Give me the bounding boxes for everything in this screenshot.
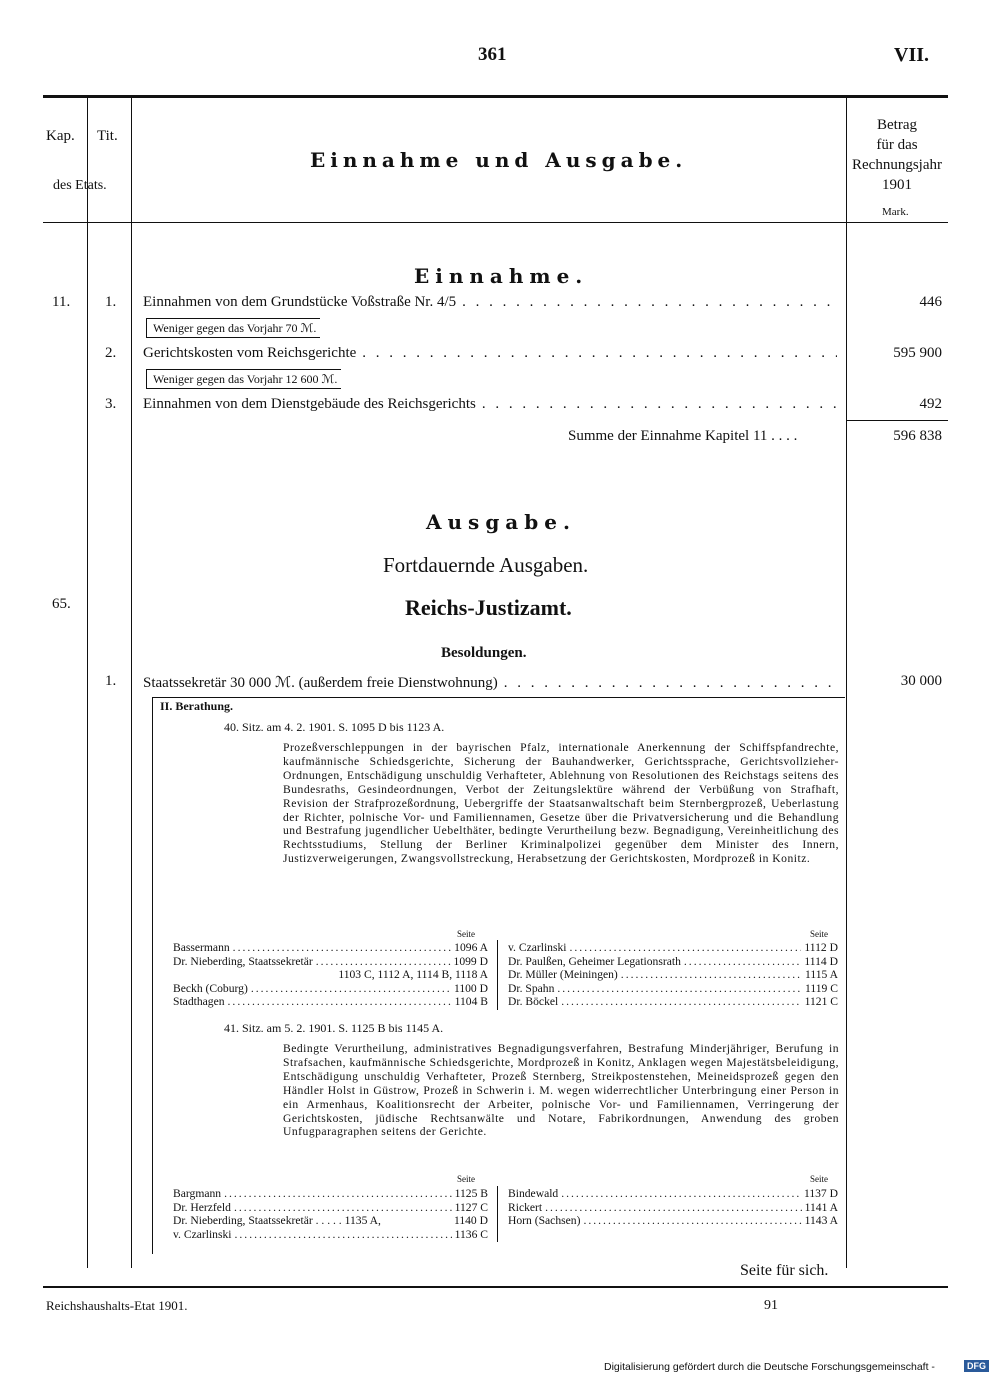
header-rule	[43, 222, 948, 223]
einnahme-row-1-text: Einnahmen von dem Grundstücke Voßstraße Nr. 4/5	[143, 294, 457, 310]
index-entry: Dr. Böckel ..... 1121 C	[508, 995, 838, 1009]
index-entry: Bassermann ..... 1096 A	[173, 941, 488, 955]
einnahme-tit-2: 2.	[105, 345, 117, 361]
index-2-right	[508, 1187, 838, 1228]
table-title: Einnahme und Ausgabe.	[310, 148, 688, 172]
einnahme-heading: Einnahme.	[414, 264, 589, 288]
page-number: 361	[478, 44, 507, 65]
index-entry: v. Czarlinski ..... 1112 D	[508, 941, 838, 955]
betrag-header	[846, 115, 948, 195]
index-1-right	[508, 941, 838, 1009]
einnahme-amount-1: 446	[919, 294, 942, 310]
amount-divider	[846, 96, 847, 1268]
des-etats-header: des Etats.	[53, 178, 107, 193]
sum-rule	[846, 420, 948, 421]
einnahme-sum-label: Summe der Einnahme Kapitel 11 . . . .	[568, 428, 798, 444]
index-entry: Dr. Nieberding, Staatssekretär ..... 1099 D	[173, 955, 488, 969]
seite-label-1a: Seite	[457, 929, 475, 939]
reichs-justizamt-heading: Reichs-Justizamt.	[405, 595, 572, 620]
ausgabe-heading: Ausgabe.	[426, 510, 576, 534]
tit-text-divider	[131, 96, 132, 1268]
sitzung-1: 40. Sitz. am 4. 2. 1901. S. 1095 D bis 1123 A.	[224, 720, 445, 734]
einnahme-row-2-text: Gerichtskosten vom Reichsgerichte	[143, 345, 357, 361]
index-entry: Bindewald ..... 1137 D	[508, 1187, 838, 1201]
index-entry: Dr. Paulßen, Geheimer Legationsrath ..... 1114 D	[508, 955, 838, 969]
einnahme-row-3-text: Einnahmen von dem Dienstgebäude des Reichsgerichts	[143, 396, 476, 412]
index-entry: Dr. Müller (Meiningen) ..... 1115 A	[508, 968, 838, 982]
betrag-line-1: Betrag	[877, 117, 917, 133]
ausgabe-kap: 65.	[52, 596, 71, 612]
index-entry: Beckh (Coburg) ..... 1100 D	[173, 982, 488, 996]
index-2-left	[173, 1187, 488, 1241]
bottom-rule	[43, 1286, 948, 1288]
index-entry: Dr. Nieberding, Staatssekretär . . . . . 1135 A, 1140 D	[173, 1214, 488, 1228]
top-rule	[43, 95, 948, 98]
footer-etat: Reichshaushalts-Etat 1901.	[46, 1298, 188, 1313]
beratung-heading: II. Berathung.	[160, 699, 234, 713]
einnahme-row-1	[143, 294, 837, 311]
index-entry: 1103 C, 1112 A, 1114 B, 1118 A	[338, 968, 488, 982]
ausgabe-tit-1: 1.	[105, 673, 117, 689]
betrag-line-4: 1901	[882, 177, 912, 193]
index-1-left	[173, 941, 488, 1009]
seite-label-2b: Seite	[810, 1174, 828, 1184]
einnahme-note-2: Weniger gegen das Vorjahr 12 600 ℳ.	[146, 369, 341, 389]
index-entry: Dr. Spahn ..... 1119 C	[508, 982, 838, 996]
einnahme-sum-amount: 596 838	[893, 428, 942, 444]
mark-unit: Mark.	[882, 206, 909, 218]
einnahme-row-2	[143, 345, 837, 362]
section-roman-numeral: VII.	[894, 44, 930, 66]
ausgabe-row-1	[143, 673, 837, 692]
index-entry: v. Czarlinski ..... 1136 C	[173, 1228, 488, 1242]
index-entry: Bargmann ..... 1125 B	[173, 1187, 488, 1201]
index-entry: Dr. Herzfeld ..... 1127 C	[173, 1201, 488, 1215]
besoldungen-heading: Besoldungen.	[441, 645, 527, 661]
einnahme-note-1: Weniger gegen das Vorjahr 70 ℳ.	[146, 318, 320, 338]
kap-tit-divider	[87, 96, 88, 1268]
kap-header: Kap.	[46, 128, 75, 144]
einnahme-row-3	[143, 396, 837, 413]
beratung-text-2: Bedingte Verurtheilung, administratives Begnadigungsverfahren, Bestrafung Minderjähriger, Berufung in Strafsachen, kaufmännische Schiedsgerichte, Mordprozeß in Konitz, Anklagen wegen Majestätsbeleidigung, Entschädigung unschuldig Verhafteter, Prozeß Sternberg, Streikpostenstehen, Meineidsprozeß gegen den Händler Holst in Güstrow, Prozeß in Schwerin i. M. wegen widerrechtlicher Unterbringung einer Person in ein Armenhaus, Koalitionsrecht der Arbeiter, polnische Vor- und Familiennamen, Verringerung der Gerichtskosten, jüdische Rechtsanwälte und Notare, Fabrikordnungen, Anwendung des groben Unfugparagraphen seitens der Gerichte.	[283, 1042, 839, 1139]
seite-fuer-sich: Seite für sich.	[740, 1262, 829, 1279]
einnahme-amount-2: 595 900	[893, 345, 942, 361]
sitzung-2: 41. Sitz. am 5. 2. 1901. S. 1125 B bis 1145 A.	[224, 1021, 444, 1035]
index-entry: Horn (Sachsen) ..... 1143 A	[508, 1214, 838, 1228]
index-2-divider	[497, 1186, 498, 1242]
ausgabe-amount-1: 30 000	[900, 673, 942, 689]
digitization-credit: Digitalisierung gefördert durch die Deutsche Forschungsgemeinschaft -	[604, 1361, 935, 1373]
betrag-line-3: Rechnungsjahr	[852, 157, 942, 173]
einnahme-amount-3: 492	[919, 396, 942, 412]
index-entry: Rickert ..... 1141 A	[508, 1201, 838, 1215]
dfg-logo: DFG	[964, 1360, 989, 1372]
einnahme-tit-3: 3.	[105, 396, 117, 412]
seite-label-1b: Seite	[810, 929, 828, 939]
einnahme-kap: 11.	[52, 294, 71, 310]
einnahme-tit-1: 1.	[105, 294, 117, 310]
index-1-divider	[497, 940, 498, 1010]
ausgabe-row-1-text: Staatssekretär 30 000 ℳ. (außerdem freie Dienstwohnung)	[143, 675, 498, 691]
fortdauernde-ausgaben-heading: Fortdauernde Ausgaben.	[383, 553, 589, 577]
betrag-line-2: für das	[876, 137, 918, 153]
index-entry: Stadthagen ..... 1104 B	[173, 995, 488, 1009]
tit-header: Tit.	[97, 128, 118, 144]
beratung-text-1: Prozeßverschleppungen in der bayrischen Pfalz, internationale Anerkennung der Schiffspfandrechte, kaufmännische Schiedsgerichte, Sicherung der Bauhandwerker, Gerichtssprache, Gerichtsvollzieher-Ordnungen, Entschädigung unschuldig Verhafteter, Ablehnung von Resolutionen des Reichstags seitens des Bundesraths, Gesindeordnungen, Verbot der Zeitungslektüre während der Verbüßung von Strafhaft, Revision der Strafprozeßordnung, Uebergriffe der Staatsanwaltschaft beim Sternbergprozeß, Ueberlastung der Richter, polnische Vor- und Familiennamen, Gesetze über die Privatversicherung und die Behandlung und Bestrafung jugendlicher Uebelthäter, bedingte Verurtheilung bezw. Begnadigung, Vereinheitlichung des Rechtsstudiums, Stellung der Berliner Kriminalpolizei gegenüber dem Minister des Innern, Justizverweigerungen, Zwangsvollstreckung, Herabsetzung der Gerichtskosten, Mordprozeß in Konitz.	[283, 741, 839, 866]
seite-label-2a: Seite	[457, 1174, 475, 1184]
footer-sheet-number: 91	[764, 1298, 778, 1313]
